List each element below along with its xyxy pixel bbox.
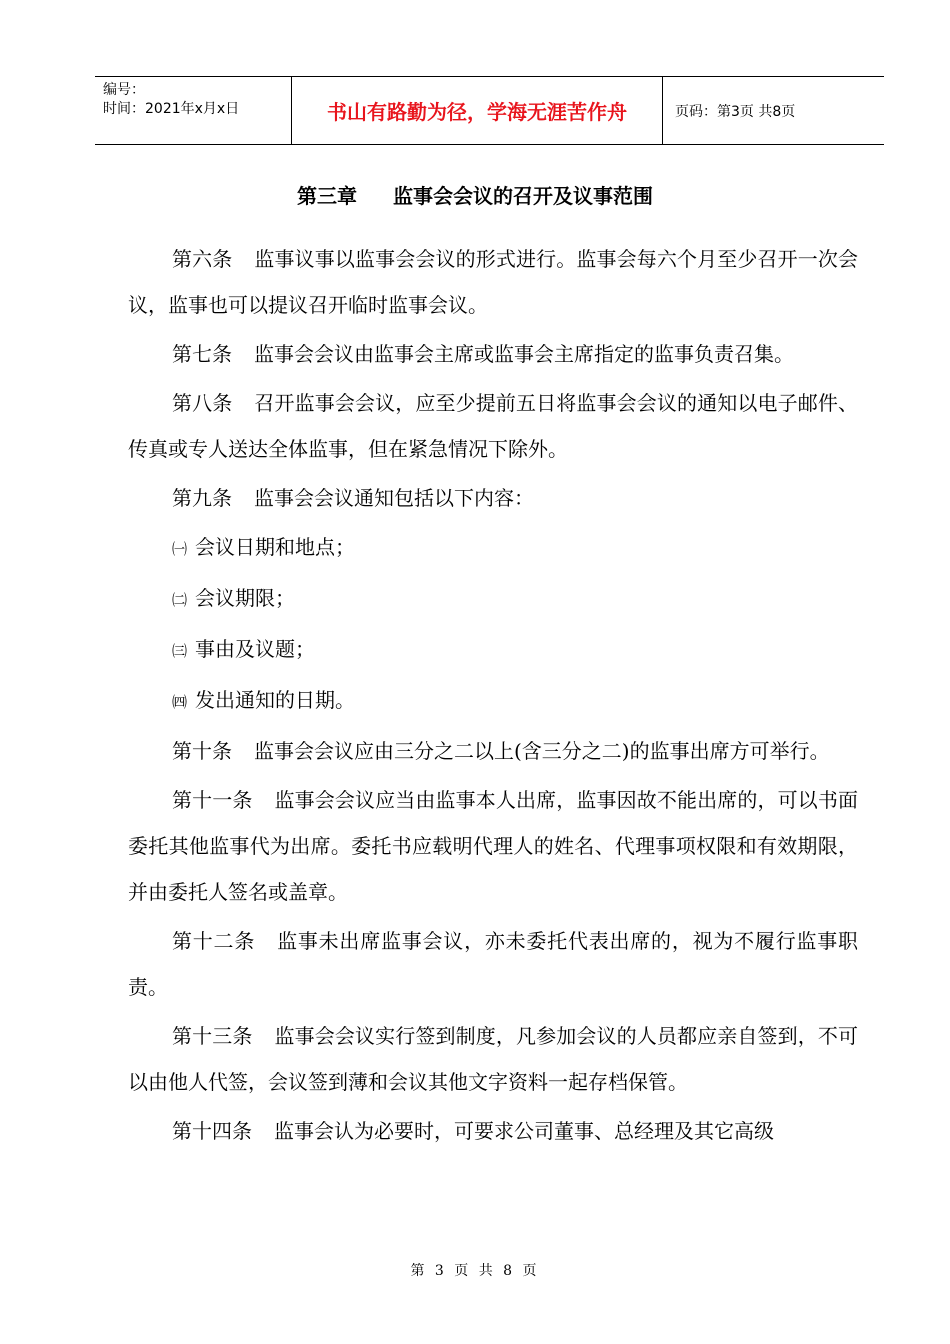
document-number-label: 编号： <box>103 82 145 98</box>
article-number: 第十四条 <box>172 1119 252 1143</box>
list-marker: ㈣ <box>172 693 188 711</box>
list-item <box>128 524 858 572</box>
list-marker: ㈠ <box>172 540 188 558</box>
article-paragraph <box>128 918 858 1010</box>
page-footer: 第 3 页 共 8 页 <box>410 1263 540 1279</box>
article-number: 第十二条 <box>172 929 256 953</box>
article-number: 第九条 <box>172 486 232 510</box>
article-text: 监事会会议应由三分之二以上(含三分之二)的监事出席方可举行。 <box>254 739 830 763</box>
list-item-text: 事由及议题； <box>195 637 316 661</box>
article-paragraph <box>128 777 858 915</box>
list-item-text: 会议日期和地点； <box>195 535 356 559</box>
article-paragraph <box>128 1013 858 1105</box>
list-item <box>128 575 858 623</box>
article-text: 监事会会议应当由监事本人出席，监事因故不能出席的，可以书面委托其他监事代为出席。委托书应载明代理人的姓名、代理事项权限和有效期限，并由委托人签名或盖章。 <box>128 788 858 904</box>
document-time-label: 时间：2021年x月x日 <box>103 101 240 117</box>
list-item <box>128 626 858 674</box>
article-paragraph <box>128 475 858 521</box>
article-text: 监事会认为必要时，可要求公司董事、总经理及其它高级 <box>274 1119 774 1143</box>
article-number: 第十三条 <box>172 1024 253 1048</box>
header-motto: 书山有路勤为径，学海无涯苦作舟 <box>291 77 663 144</box>
article-text: 监事会会议通知包括以下内容： <box>254 486 534 510</box>
article-paragraph <box>128 1108 858 1154</box>
document-body <box>128 236 858 1157</box>
article-text: 监事会会议由监事会主席或监事会主席指定的监事负责召集。 <box>254 342 794 366</box>
list-item <box>128 677 858 725</box>
article-paragraph <box>128 728 858 774</box>
article-text: 监事议事以监事会会议的形式进行。监事会每六个月至少召开一次会议，监事也可以提议召开临时监事会议。 <box>128 247 858 317</box>
article-paragraph <box>128 380 858 472</box>
article-number: 第六条 <box>172 247 233 271</box>
list-marker: ㈢ <box>172 642 188 660</box>
article-number: 第十条 <box>172 739 232 763</box>
article-number: 第十一条 <box>172 788 253 812</box>
list-item-text: 发出通知的日期。 <box>195 688 356 712</box>
header-meta <box>95 77 291 144</box>
article-number: 第八条 <box>172 391 233 415</box>
article-paragraph <box>128 331 858 377</box>
chapter-heading <box>0 180 950 209</box>
header-page-info: 页码：第3页 共8页 <box>675 103 796 120</box>
article-text: 召开监事会会议，应至少提前五日将监事会会议的通知以电子邮件、传真或专人送达全体监事，但在紧急情况下除外。 <box>128 391 858 461</box>
article-text: 监事会会议实行签到制度，凡参加会议的人员都应亲自签到，不可以由他人代签，会议签到薄和会议其他文字资料一起存档保管。 <box>128 1024 858 1094</box>
list-marker: ㈡ <box>172 591 188 609</box>
page-header <box>95 76 884 145</box>
article-paragraph <box>128 236 858 328</box>
list-item-text: 会议期限； <box>195 586 296 610</box>
chapter-title: 监事会会议的召开及议事范围 <box>393 184 653 208</box>
chapter-number: 第三章 <box>297 184 357 208</box>
article-number: 第七条 <box>172 342 232 366</box>
article-text: 监事未出席监事会议，亦未委托代表出席的，视为不履行监事职责。 <box>128 929 859 999</box>
